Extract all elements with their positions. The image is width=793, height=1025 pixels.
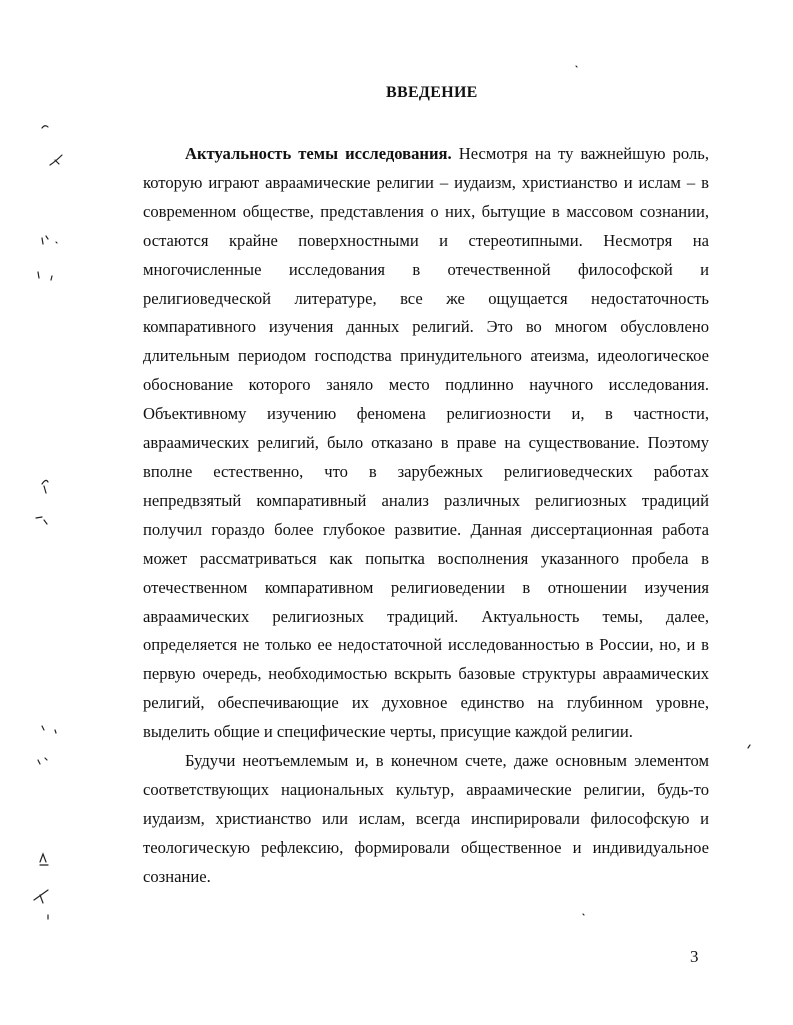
speck-12 — [748, 745, 750, 748]
speck-6 — [36, 517, 47, 524]
speck-10 — [34, 890, 48, 919]
speck-8 — [38, 758, 47, 764]
speck-2 — [50, 155, 62, 165]
paragraph-2-text: Будучи неотъемлемым и, в конечном счете, даже основным элементом соответствующих национальных культур, авраамические религии, будь-то иудаизм, христианство или ислам, всегда инспирировали философскую и теологическую рефлексию, формировали общественное и индивидуальное сознание. — [143, 751, 709, 886]
speck-1 — [42, 126, 48, 128]
paragraph-1-text: Несмотря на ту важнейшую роль, которую играют авраамические религии – иудаизм, христианство и ислам – в современном обществе, представления о них, бытущие в массовом сознании, остаются крайне поверхностными и стереотипными. Несмотря на многочисленные исследования в отечественной философской и религиоведческой литературе, все же ощущается недостаточность компаративного изучения данных религий. Это во многом обусловлено длительным периодом господства принудительного атеизма, идеологическое обоснование которого заняло место подлинно научного исследования. Объективному изучению феномена религиозности и, в частности, авраамических религий, было отказано в праве на существование. Поэтому вполне естественно, что в зарубежных религиоведческих работах непредвзятый компаративный анализ различных религиозных традиций получил гораздо более глубокое развитие. Данная диссертационная работа может рассматриваться как попытка восполнения указанного пробела в отечественном компаративном религиоведении в отношении изучения авраамических религиозных традиций. Актуальность темы, далее, определяется не только ее недостаточной исследованностью в России, но, и в первую очередь, необходимостью вскрыть базовые структуры авраамических религий, обеспечивающие их духовное единство на глубинном уровне, выделить общие и специфические черты, присущие каждой религии. — [143, 144, 709, 742]
speck-4 — [38, 272, 52, 280]
paragraph-1-lead: Актуальность темы исследования. — [185, 144, 452, 163]
section-heading: ВВЕДЕНИЕ — [386, 84, 478, 101]
speck-3 — [42, 236, 57, 244]
page-number: 3 — [690, 947, 699, 966]
speck-13 — [583, 914, 584, 915]
speck-9 — [40, 854, 48, 865]
speck-7 — [42, 726, 56, 733]
speck-5 — [42, 480, 48, 493]
speck-11 — [576, 66, 577, 67]
